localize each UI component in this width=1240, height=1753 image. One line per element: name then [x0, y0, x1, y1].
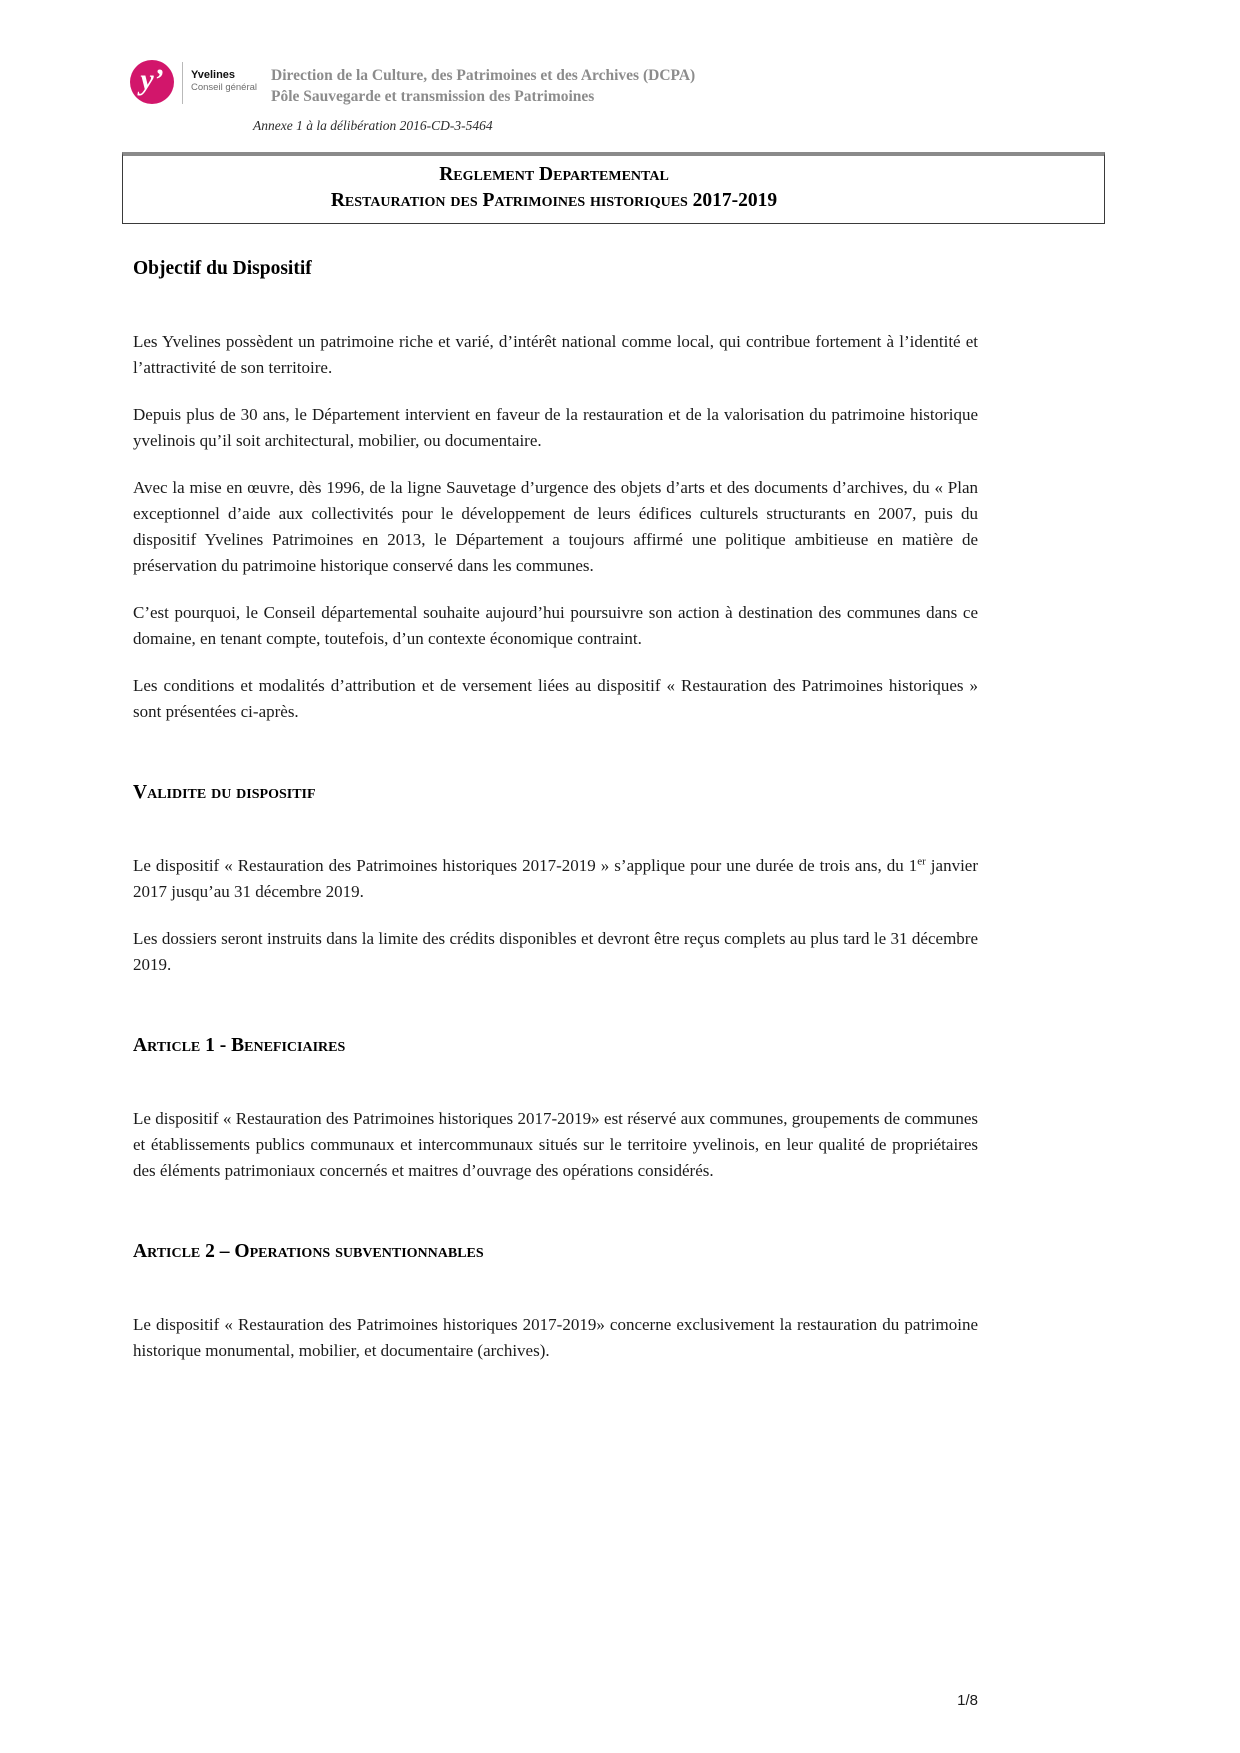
validite-p1-text-end: janvier 2017 jusqu’au 31 décembre 2019.: [133, 856, 978, 901]
page-header: [130, 0, 1240, 107]
logo-name-conseil-general: Conseil général: [191, 82, 258, 93]
article1-heading: Article 1 - Beneficiaires: [133, 1035, 346, 1056]
objectif-paragraph-1: Les Yvelines possèdent un patrimoine riche et varié, d’intérêt national comme local, qui contribue fortement à l’identité et l’attractivité de son territoire.: [133, 332, 978, 377]
document-title-line-1: Reglement Departemental: [439, 164, 669, 185]
title-inner: [123, 162, 985, 214]
logo-name-yvelines: Yvelines: [191, 69, 236, 81]
article1-paragraph-1: Le dispositif « Restauration des Patrimoines historiques 2017-2019» est réservé aux communes, groupements de communes et établissements publics communaux et intercommunaux situés sur le territoire yvelinois, en leur qualité de propriétaires des éléments patrimoniaux concernés et maitres d’ouvrage des opérations considérés.: [133, 1109, 978, 1180]
yvelines-logo-icon: y’: [130, 60, 174, 104]
direction-line-1: Direction de la Culture, des Patrimoines et des Archives (DCPA): [271, 67, 696, 84]
title-box: [122, 152, 1105, 224]
validite-p1-text-start: Le dispositif « Restauration des Patrimoines historiques 2017-2019 » s’applique pour une durée de trois ans, du 1: [133, 856, 918, 875]
logo-names: [191, 60, 257, 94]
validite-heading: Validite du dispositif: [133, 782, 316, 803]
validite-paragraph-1: [133, 853, 978, 905]
objectif-paragraph-4: C’est pourquoi, le Conseil départemental souhaite aujourd’hui poursuivre son action à destination des communes dans ce domaine, en tenant compte, toutefois, d’un contexte économique contraint.: [133, 603, 978, 648]
page-number: 1/8: [957, 1692, 978, 1709]
superscript-er: er: [917, 855, 926, 868]
article2-paragraph-1: Le dispositif « Restauration des Patrimoines historiques 2017-2019» concerne exclusivement la restauration du patrimoine historique monumental, mobilier, et documentaire (archives).: [133, 1315, 978, 1360]
document-title-line-2: Restauration des Patrimoines historiques 2017-2019: [330, 190, 778, 211]
objectif-paragraph-5: Les conditions et modalités d’attribution et de versement liées au dispositif « Restauration des Patrimoines historiques » sont présentées ci-après.: [133, 676, 978, 721]
objectif-paragraph-2: Depuis plus de 30 ans, le Département intervient en faveur de la restauration et de la valorisation du patrimoine historique yvelinois qu’il soit architectural, mobilier, ou documentaire.: [133, 405, 978, 450]
annexe-reference: Annexe 1 à la délibération 2016-CD-3-5464: [253, 118, 493, 133]
article2-heading: Article 2 – Operations subventionnables: [133, 1241, 484, 1262]
objectif-paragraph-3: Avec la mise en œuvre, dès 1996, de la ligne Sauvetage d’urgence des objets d’arts et des documents d’archives, du « Plan exceptionnel d’aide aux collectivités pour le développement de leurs édifices culturels structurants en 2007, puis du dispositif Yvelines Patrimoines en 2013, le Département a toujours affirmé une politique ambitieuse en matière de préservation du patrimoine historique conservé dans les communes.: [133, 478, 978, 575]
validite-paragraph-2: Les dossiers seront instruits dans la limite des crédits disponibles et devront être reçus complets au plus tard le 31 décembre 2019.: [133, 929, 978, 974]
department-header: [271, 60, 695, 107]
objectif-heading: Objectif du Dispositif: [133, 258, 312, 279]
document-body: [133, 258, 978, 1364]
direction-line-2: Pôle Sauvegarde et transmission des Patrimoines: [271, 88, 595, 105]
logo-divider: [182, 62, 183, 104]
